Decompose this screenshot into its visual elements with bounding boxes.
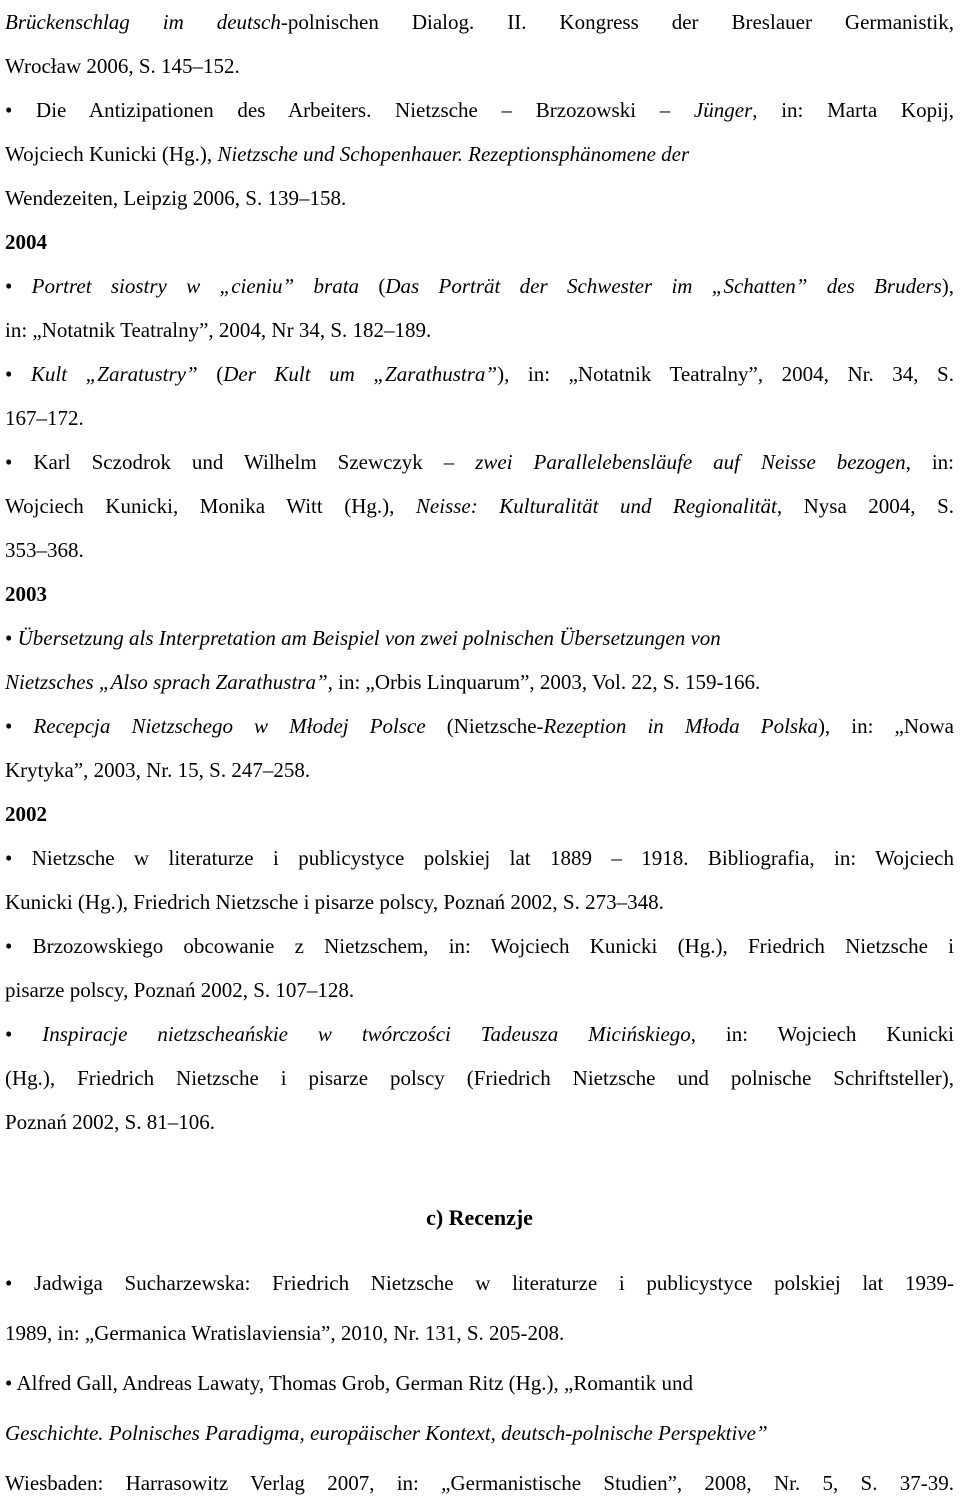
text-line: [5, 1408, 954, 1458]
text: polnischen Dialog. II. Kongress der Breslauer Germanistik,: [287, 10, 954, 34]
text: , Nysa 2004, S.: [776, 494, 955, 518]
text: •: [5, 1022, 43, 1046]
text-line: [5, 440, 954, 484]
text-line: [5, 88, 954, 132]
italic-text: Recepcja Nietzschego w Młodej Polsce: [33, 714, 426, 738]
text-line: [5, 660, 954, 704]
italic-text: zwei Parallelebensläufe auf Neisse bezogen: [475, 450, 906, 474]
text-line: [5, 0, 954, 44]
text: 2004: [5, 230, 47, 254]
text-line: [5, 1258, 954, 1308]
text-line: [5, 1308, 954, 1358]
italic-text: Rezeption in Młoda Polska: [543, 714, 818, 738]
text: • Nietzsche w literaturze i publicystyce polskiej lat 1889 – 1918. Bibliografia, in: Wojciech: [5, 846, 954, 870]
text: •: [5, 714, 34, 738]
reviews-list: [5, 1258, 954, 1508]
text-line: [5, 880, 954, 924]
italic-text: Brückenschlag im deutsch-: [5, 10, 288, 34]
text: 2002: [5, 802, 47, 826]
text: 353–368.: [5, 538, 84, 562]
text: • Jadwiga Sucharzewska: Friedrich Nietzsche w literaturze i publicystyce polskiej lat 1939-: [5, 1271, 954, 1295]
text: (Hg.), Friedrich Nietzsche i pisarze polscy (Friedrich Nietzsche und polnische Schriftsteller),: [5, 1066, 954, 1090]
text: , in: Marta Kopij,: [752, 98, 954, 122]
text: •: [5, 362, 31, 386]
text: Krytyka”, 2003, Nr. 15, S. 247–258.: [5, 758, 311, 782]
italic-text: Inspiracje nietzscheańskie w twórczości Tadeusza Micińskiego: [42, 1022, 691, 1046]
text: Wendezeiten, Leipzig 2006, S. 139–158.: [5, 186, 347, 210]
text: in: „Notatnik Teatralny”, 2004, Nr 34, S. 182–189.: [5, 318, 432, 342]
text: pisarze polscy, Poznań 2002, S. 107–128.: [5, 978, 355, 1002]
text: Poznań 2002, S. 81–106.: [5, 1110, 215, 1134]
italic-text: Der Kult um „Zarathustra”: [223, 362, 498, 386]
text: 1989, in: „Germanica Wratislaviensia”, 2010, Nr. 131, S. 205-208.: [5, 1321, 565, 1345]
italic-text: Nietzsche und Schopenhauer. Rezeptionsphänomene der: [217, 142, 690, 166]
text-line: [5, 1358, 954, 1408]
text: Kunicki (Hg.), Friedrich Nietzsche i pisarze polscy, Poznań 2002, S. 273–348.: [5, 890, 664, 914]
year-heading: [5, 220, 954, 264]
italic-text: Geschichte. Polnisches Paradigma, europäischer Kontext, deutsch-polnische Perspektive”: [5, 1421, 768, 1445]
italic-text: Portret siostry w „cieniu” brata: [31, 274, 360, 298]
text-line: [5, 1100, 954, 1144]
text-line: [5, 44, 954, 88]
text-line: [5, 1056, 954, 1100]
text-line: [5, 836, 954, 880]
text-line: [5, 308, 954, 352]
italic-text: Nietzsches „Also sprach Zarathustra”: [5, 670, 328, 694]
text: ),: [941, 274, 954, 298]
text: Wojciech Kunicki (Hg.),: [5, 142, 218, 166]
text-line: [5, 968, 954, 1012]
text: , in: „Orbis Linquarum”, 2003, Vol. 22, S. 159-166.: [327, 670, 761, 694]
text-line: [5, 176, 954, 220]
italic-text: Übersetzung als Interpretation am Beispiel von zwei polnischen Übersetzungen von: [17, 626, 721, 650]
text-line: [5, 264, 954, 308]
text: • Karl Sczodrok und Wilhelm Szewczyk –: [5, 450, 476, 474]
text-line: [5, 484, 954, 528]
text: Wrocław 2006, S. 145–152.: [5, 54, 240, 78]
text: , in:: [905, 450, 954, 474]
text: , in: Wojciech Kunicki: [690, 1022, 954, 1046]
bibliography-list: [5, 0, 954, 1144]
text: (Nietzsche-: [425, 714, 544, 738]
italic-text: Kult „Zaratustry”: [30, 362, 198, 386]
text-line: [5, 704, 954, 748]
italic-text: Neisse: Kulturalität und Regionalität: [415, 494, 777, 518]
text: ), in: „Notatnik Teatralny”, 2004, Nr. 34, S.: [497, 362, 954, 386]
text-line: [5, 924, 954, 968]
text-line: [5, 748, 954, 792]
text: (: [197, 362, 224, 386]
text: 2003: [5, 582, 47, 606]
text: •: [5, 274, 32, 298]
text-line: [5, 1012, 954, 1056]
text-line: [5, 132, 954, 176]
text-line: [5, 616, 954, 660]
text: • Die Antizipationen des Arbeiters. Nietzsche – Brzozowski –: [5, 98, 694, 122]
text: (: [359, 274, 386, 298]
italic-text: Jünger: [693, 98, 753, 122]
text-line: [5, 352, 954, 396]
text-line: [5, 396, 954, 440]
year-heading: [5, 572, 954, 616]
section-gap: [5, 1144, 954, 1178]
italic-text: Das Porträt der Schwester im „Schatten” des Bruders: [385, 274, 942, 298]
text-line: [5, 1458, 954, 1508]
text: Wiesbaden: Harrasowitz Verlag 2007, in: „Germanistische Studien”, 2008, Nr. 5, S. 37-39.: [5, 1471, 954, 1495]
text: • Brzozowskiego obcowanie z Nietzschem, in: Wojciech Kunicki (Hg.), Friedrich Nietzsche i: [5, 934, 954, 958]
text: ), in: „Nowa: [817, 714, 954, 738]
text: •: [5, 626, 18, 650]
year-heading: [5, 792, 954, 836]
text-line: [5, 528, 954, 572]
text: • Alfred Gall, Andreas Lawaty, Thomas Grob, German Ritz (Hg.), „Romantik und: [5, 1371, 693, 1395]
text: 167–172.: [5, 406, 84, 430]
section-heading: c) Recenzje: [426, 1205, 533, 1230]
text: Wojciech Kunicki, Monika Witt (Hg.),: [5, 494, 416, 518]
